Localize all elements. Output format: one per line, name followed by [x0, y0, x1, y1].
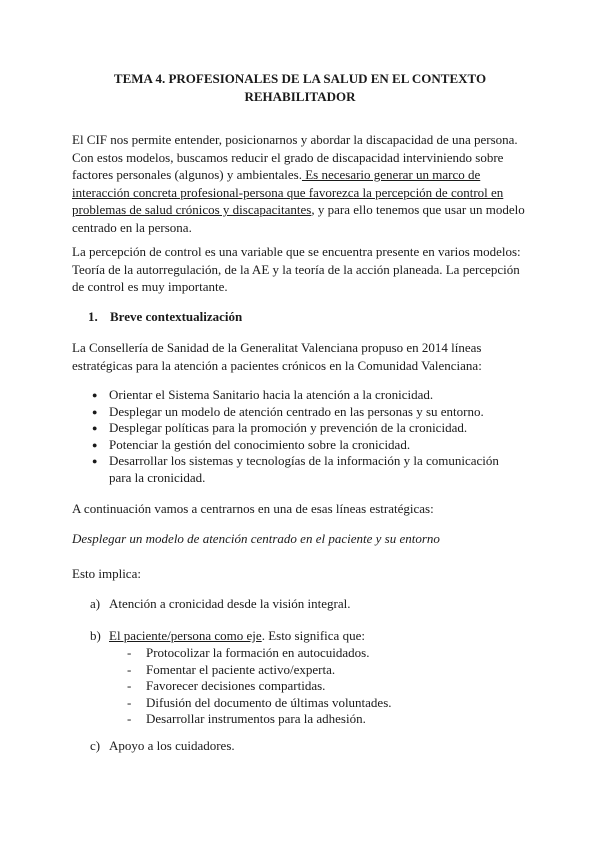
item-b-text: . Esto significa que: [261, 628, 365, 643]
item-a-text: Atención a cronicidad desde la visión integral. [109, 596, 351, 611]
intro-text-end: , y para ello tenemos que usar un modelo centrado en la persona. [72, 202, 525, 235]
item-b-underlined: El paciente/persona como eje [109, 628, 262, 643]
item-a-label: a) [90, 596, 101, 611]
section-heading [88, 309, 242, 325]
strategic-lines-list [92, 387, 522, 486]
item-c [90, 737, 235, 754]
page-title [60, 70, 540, 106]
list-item: - Difusión del documento de últimas voluntades. [127, 695, 392, 712]
list-item: - Fomentar el paciente activo/experta. [127, 662, 392, 679]
conselleria-paragraph: La Consellería de Sanidad de la Generalitat Valenciana propuso en 2014 líneas estratégicas para la atención a pacientes crónicos en la Comunidad Valenciana: [72, 340, 482, 373]
title-line-2: REHABILITADOR [244, 89, 356, 104]
list-item: - Protocolizar la formación en autocuidados. [127, 645, 392, 662]
list-item: - Favorecer decisiones compartidas. [127, 678, 392, 695]
list-item: - Desarrollar instrumentos para la adhesión. [127, 711, 392, 728]
list-item: ● Desplegar políticas para la promoción y prevención de la cronicidad. [92, 420, 522, 437]
perception-paragraph: La percepción de control es una variable que se encuentra presente en varios modelos: Teoría de la autorregulación, de la AE y la teoría de la acción planeada. La percepción de control es muy importante. [72, 244, 521, 294]
item-a [90, 595, 351, 612]
title-line-1: TEMA 4. PROFESIONALES DE LA SALUD EN EL CONTEXTO [113, 71, 487, 86]
focus-line: Desplegar un modelo de atención centrado en el paciente y su entorno [72, 531, 440, 546]
list-item: ● Desarrollar los sistemas y tecnologías de la información y la comunicación para la cronicidad. [92, 453, 522, 486]
section-number: 1. [88, 309, 98, 324]
item-c-text: Apoyo a los cuidadores. [109, 738, 235, 753]
implies-label: Esto implica: [72, 566, 141, 581]
item-b [90, 627, 365, 644]
intro-text: El CIF nos permite entender, posicionarnos y abordar la discapacidad de una persona. Con estos modelos, buscamos reducir el grado de discapacidad interviniendo sobre factores personales (algunos) y ambientales. [72, 132, 518, 182]
list-item: ● Orientar el Sistema Sanitario hacia la atención a la cronicidad. [92, 387, 522, 404]
focus-intro: A continuación vamos a centrarnos en una de esas líneas estratégicas: [72, 501, 434, 516]
list-item: ● Desplegar un modelo de atención centrado en las personas y su entorno. [92, 404, 522, 421]
list-item: ● Potenciar la gestión del conocimiento sobre la cronicidad. [92, 437, 522, 454]
item-b-sublist [127, 645, 392, 728]
item-c-label: c) [90, 738, 101, 753]
intro-paragraph [72, 131, 532, 236]
intro-underlined-text: Es necesario generar un marco de interacción concreta profesional-persona que favorezca la percepción de control en problemas de salud crónicos y discapacitantes [72, 167, 504, 217]
item-b-label: b) [90, 628, 101, 643]
section-title: Breve contextualización [110, 309, 243, 324]
